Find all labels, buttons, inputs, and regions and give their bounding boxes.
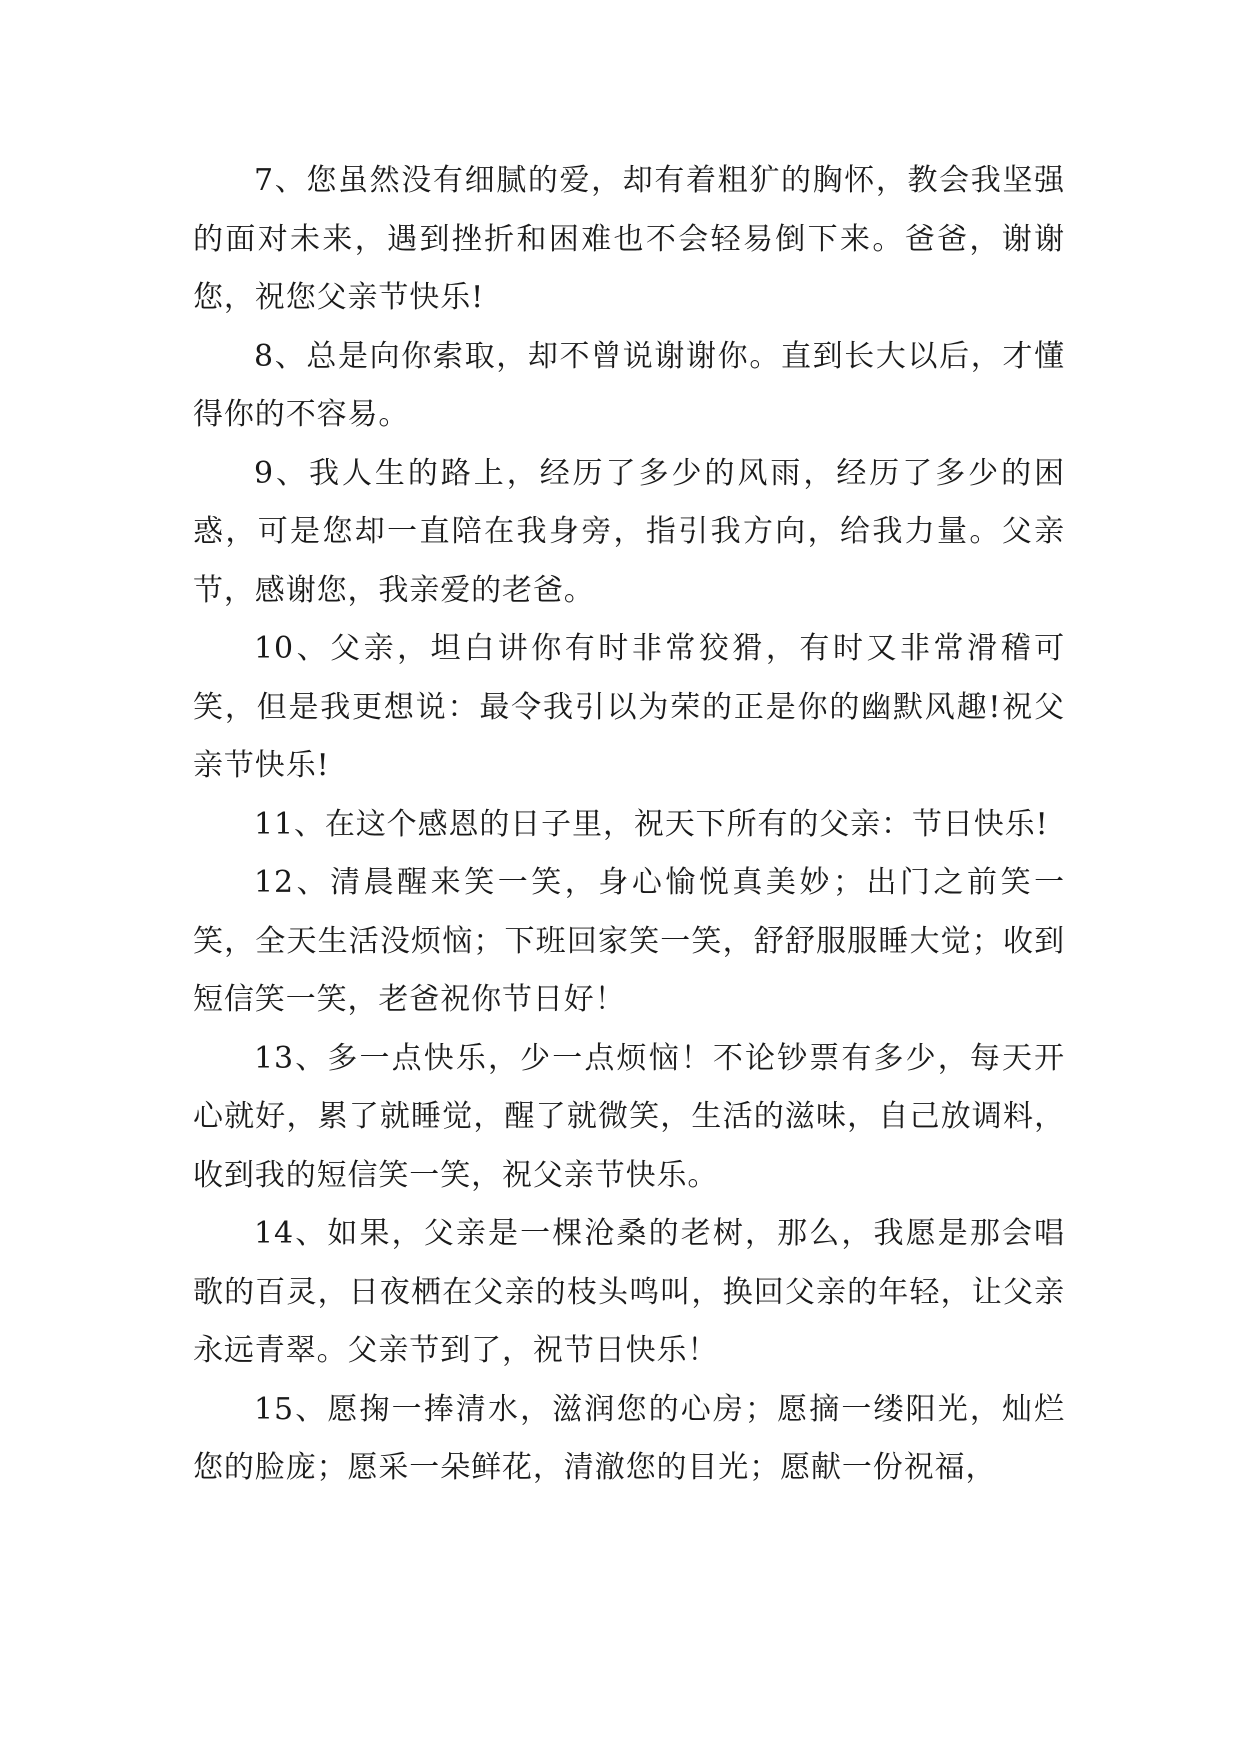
paragraph-11: 11、在这个感恩的日子里，祝天下所有的父亲：节日快乐! — [254, 806, 1049, 842]
paragraph-10: 10、父亲，坦白讲你有时非常狡猾，有时又非常滑稽可笑，但是我更想说：最令我引以为荣的正是你的幽默风趣!祝父亲节快乐! — [193, 631, 1065, 783]
paragraph-7: 7、您虽然没有细腻的爱，却有着粗犷的胸怀，教会我坚强的面对未来，遇到挫折和困难也不会轻易倒下来。爸爸，谢谢您，祝您父亲节快乐! — [193, 163, 1065, 315]
paragraph-12: 12、清晨醒来笑一笑，身心愉悦真美妙；出门之前笑一笑，全天生活没烦恼；下班回家笑一笑，舒舒服服睡大觉；收到短信笑一笑，老爸祝你节日好！ — [193, 865, 1065, 1017]
body-text — [193, 152, 1065, 1498]
paragraph-9: 9、我人生的路上，经历了多少的风雨，经历了多少的困惑，可是您却一直陪在我身旁，指引我方向，给我力量。父亲节，感谢您，我亲爱的老爸。 — [193, 455, 1065, 608]
paragraph-8: 8、总是向你索取，却不曾说谢谢你。直到长大以后，才懂得你的不容易。 — [193, 338, 1065, 432]
paragraph-14: 14、如果，父亲是一棵沧桑的老树，那么，我愿是那会唱歌的百灵，日夜栖在父亲的枝头鸣叫，换回父亲的年轻，让父亲永远青翠。父亲节到了，祝节日快乐！ — [193, 1216, 1065, 1368]
paragraph-15: 15、愿掬一捧清水，滋润您的心房；愿摘一缕阳光，灿烂您的脸庞；愿采一朵鲜花，清澈您的目光；愿献一份祝福， — [193, 1391, 1065, 1485]
paragraph-13: 13、多一点快乐，少一点烦恼！不论钞票有多少，每天开心就好，累了就睡觉，醒了就微笑，生活的滋味，自己放调料，收到我的短信笑一笑，祝父亲节快乐。 — [193, 1040, 1065, 1193]
